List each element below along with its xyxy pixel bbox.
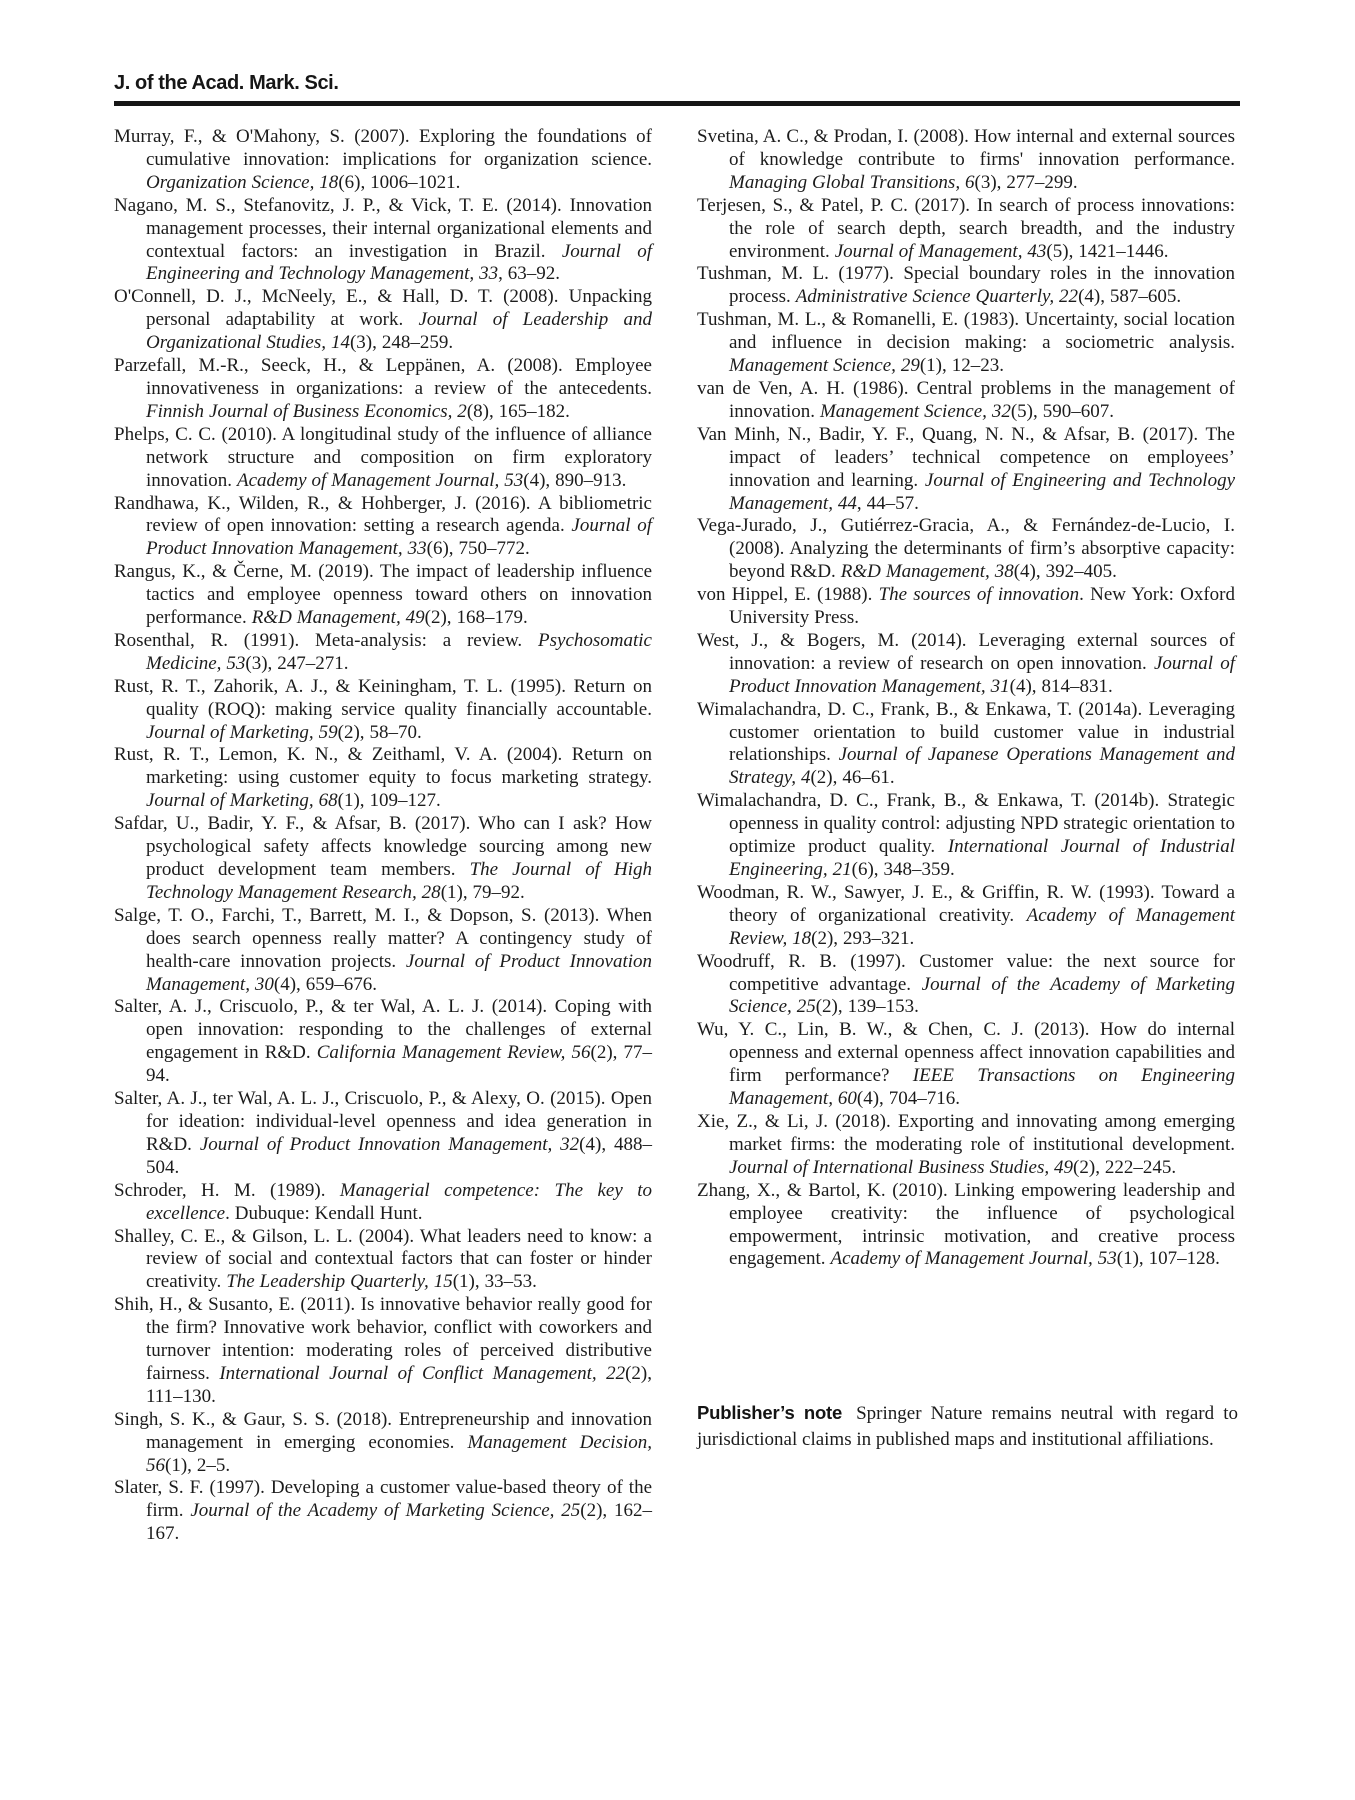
reference-source-italic: International Journal of Conflict Management, 22: [219, 1362, 626, 1384]
references-section: [114, 126, 1240, 1546]
reference-source-italic: Managing Global Transitions, 6: [729, 171, 975, 193]
reference-text: (1), 109–127.: [337, 790, 441, 812]
reference-entry: [697, 882, 1235, 951]
reference-entry: [114, 905, 652, 997]
reference-source-italic: Journal of Engineering and Technology Management, 33: [146, 240, 652, 285]
reference-entry: [114, 1226, 652, 1295]
reference-text: (1), 12–23.: [919, 355, 1004, 377]
reference-entry: [697, 699, 1235, 791]
reference-text: (4), 587–605.: [1078, 286, 1182, 308]
reference-text: Vega-Jurado, J., Gutiérrez-Gracia, A., & Fernández-de-Lucio, I. (2008). Analyzing the determinants of firm’s absorptive capacity: beyond R&D.: [697, 515, 1235, 583]
reference-source-italic: Journal of Leadership and Organizational Studies, 14: [146, 309, 652, 354]
references-left-column: [114, 126, 652, 1546]
reference-source-italic: Journal of Japanese Operations Management and Strategy, 4: [729, 744, 1235, 789]
publisher-note-label: Publisher’s note: [697, 1402, 843, 1423]
reference-entry: [114, 355, 652, 424]
reference-text: . New York: Oxford University Press.: [729, 584, 1236, 629]
references-right-column: [697, 126, 1235, 1546]
reference-source-italic: The Journal of High Technology Management Research, 28: [146, 859, 652, 903]
reference-text: (6), 750–772.: [426, 538, 530, 560]
reference-text: (4), 814–831.: [1009, 675, 1113, 697]
reference-text: (4), 659–676.: [273, 973, 378, 995]
reference-text: (1), 79–92.: [440, 881, 525, 903]
reference-source-italic: IEEE Transactions on Engineering Management, 60: [729, 1065, 1235, 1110]
reference-source-italic: Journal of Marketing, 68: [146, 790, 338, 812]
reference-entry: [114, 630, 652, 676]
reference-source-italic: Journal of the Academy of Marketing Science, 25: [729, 973, 1235, 1018]
reference-text: Shih, H., & Susanto, E. (2011). Is innovative behavior really good for the firm? Innovative work behavior, conflict with coworkers and turnover intention: moderating roles of perceived distributive fairness.: [114, 1294, 652, 1384]
reference-entry: [114, 424, 652, 493]
reference-text: Svetina, A. C., & Prodan, I. (2008). How internal and external sources of knowledge contribute to firms' innovation performance.: [697, 126, 1235, 170]
reference-text: (2), 162–167.: [146, 1500, 652, 1545]
reference-text: (4), 704–716.: [856, 1088, 961, 1110]
reference-entry: [114, 1477, 652, 1546]
reference-entry: [697, 195, 1235, 264]
reference-text: Woodman, R. W., Sawyer, J. E., & Griffin, R. W. (1993). Toward a theory of organizational creativity.: [697, 881, 1235, 926]
reference-text: Wu, Y. C., Lin, B. W., & Chen, C. J. (2013). How do internal openness and external openness affect innovation capabilities and firm performance?: [697, 1019, 1235, 1087]
reference-source-italic: Academy of Management Journal, 53: [236, 469, 524, 491]
reference-source-italic: Journal of the Academy of Marketing Science, 25: [190, 1500, 581, 1522]
reference-source-italic: Management Decision, 56: [146, 1431, 653, 1476]
reference-text: , 63–92.: [498, 263, 561, 285]
reference-text: (6), 348–359.: [851, 859, 955, 880]
reference-source-italic: Organization Science, 18: [146, 171, 339, 193]
reference-source-italic: Administrative Science Quarterly, 22: [795, 286, 1079, 308]
reference-entry: [697, 1111, 1235, 1180]
reference-text: Phelps, C. C. (2010). A longitudinal study of the influence of alliance network structure and composition on firm exploratory innovation.: [114, 423, 652, 491]
reference-text: O'Connell, D. J., McNeely, E., & Hall, D. T. (2008). Unpacking personal adaptability at work.: [114, 286, 652, 331]
reference-text: Schroder, H. M. (1989).: [114, 1179, 340, 1201]
reference-text: van de Ven, A. H. (1986). Central problems in the management of innovation.: [697, 377, 1235, 422]
reference-entry: [114, 1180, 652, 1226]
reference-text: von Hippel, E. (1988).: [697, 584, 879, 606]
reference-entry: [114, 1088, 652, 1180]
reference-text: Xie, Z., & Li, J. (2018). Exporting and innovating among emerging market firms: the moderating role of institutional development.: [697, 1110, 1235, 1155]
reference-text: . Dubuque: Kendall Hunt.: [225, 1202, 423, 1224]
reference-entry: [697, 1019, 1235, 1111]
reference-entry: [114, 1294, 652, 1409]
reference-entry: [697, 951, 1235, 1020]
reference-text: (1), 33–53.: [452, 1271, 537, 1293]
reference-source-italic: Journal of Product Innovation Management, 32: [199, 1133, 580, 1155]
reference-source-italic: Journal of Product Innovation Management, 31: [729, 652, 1235, 697]
reference-entry: [697, 515, 1235, 584]
reference-source-italic: Journal of Management, 43: [834, 240, 1047, 262]
reference-text: Woodruff, R. B. (1997). Customer value: the next source for competitive advantage.: [697, 950, 1235, 995]
reference-entry: [697, 309, 1235, 378]
reference-entry: [114, 493, 652, 562]
reference-text: Van Minh, N., Badir, Y. F., Quang, N. N., & Afsar, B. (2017). The impact of leaders’ technical competence on employees’ innovation and learning.: [697, 423, 1235, 491]
publisher-note: [697, 1400, 1238, 1453]
reference-text: Salter, A. J., ter Wal, A. L. J., Criscuolo, P., & Alexy, O. (2015). Open for ideation: individual-level openness and idea generation in R&D.: [114, 1088, 652, 1155]
reference-entry: [114, 126, 652, 195]
reference-text: (2), 222–245.: [1073, 1156, 1177, 1178]
reference-text: (2), 77–94.: [146, 1042, 652, 1087]
publisher-note-text: Springer Nature remains neutral with regard to jurisdictional claims in published maps and institutional affiliations.: [697, 1403, 1239, 1450]
reference-text: (2), 139–153.: [815, 996, 919, 1018]
reference-text: Rosenthal, R. (1991). Meta-analysis: a review.: [114, 629, 539, 651]
reference-text: Salge, T. O., Farchi, T., Barrett, M. I., & Dopson, S. (2013). When does search openness really matter? A contingency study of health-care innovation projects.: [114, 904, 652, 972]
reference-entry: [114, 286, 652, 355]
reference-source-italic: Journal of Marketing, 59: [146, 721, 338, 743]
reference-entry: [114, 996, 652, 1088]
reference-entry: [114, 744, 652, 813]
reference-text: Murray, F., & O'Mahony, S. (2007). Exploring the foundations of cumulative innovation: implications for organization science.: [114, 126, 652, 170]
reference-source-italic: R&D Management, 38: [840, 561, 1014, 583]
reference-text: (4), 488–504.: [146, 1133, 653, 1178]
reference-text: (8), 165–182.: [466, 400, 570, 422]
reference-entry: [697, 630, 1235, 699]
reference-entry: [697, 263, 1235, 309]
reference-source-italic: Academy of Management Review, 18: [729, 904, 1236, 949]
reference-text: (3), 247–271.: [245, 652, 349, 674]
reference-text: Parzefall, M.-R., Seeck, H., & Leppänen, A. (2008). Employee innovativeness in organizations: a review of the antecedents.: [114, 355, 652, 399]
reference-text: (5), 590–607.: [1010, 400, 1114, 422]
reference-source-italic: Journal of Product Innovation Management, 30: [146, 950, 652, 995]
reference-source-italic: Management Science, 29: [729, 355, 920, 377]
reference-source-italic: Journal of International Business Studies, 49: [729, 1156, 1074, 1178]
reference-entry: [697, 1180, 1235, 1272]
reference-source-italic: Managerial competence: The key to excellence: [146, 1179, 652, 1224]
reference-text: Terjesen, S., & Patel, P. C. (2017). In search of process innovations: the role of search depth, search breadth, and the industry environment.: [697, 194, 1235, 262]
reference-text: Tushman, M. L. (1977). Special boundary roles in the innovation process.: [697, 263, 1235, 308]
reference-text: (4), 392–405.: [1013, 561, 1117, 583]
reference-source-italic: Journal of Engineering and Technology Management, 44: [729, 469, 1235, 514]
reference-source-italic: Journal of Product Innovation Management, 33: [146, 515, 652, 560]
reference-text: Rust, R. T., Zahorik, A. J., & Keiningham, T. L. (1995). Return on quality (ROQ): making service quality financially accountable.: [114, 675, 652, 720]
reference-source-italic: The sources of innovation: [878, 584, 1080, 606]
reference-text: (6), 1006–1021.: [338, 171, 461, 193]
reference-source-italic: Management Science, 32: [819, 400, 1011, 422]
reference-text: Rust, R. T., Lemon, K. N., & Zeithaml, V. A. (2004). Return on marketing: using customer equity to focus marketing strategy.: [114, 744, 652, 789]
reference-text: Salter, A. J., Criscuolo, P., & ter Wal, A. L. J. (2014). Coping with open innovation: responding to the challenges of external engagement in R&D.: [114, 996, 652, 1064]
reference-text: Randhawa, K., Wilden, R., & Hohberger, J. (2016). A bibliometric review of open innovation: setting a research agenda.: [114, 492, 652, 537]
reference-source-italic: Finnish Journal of Business Economics, 2: [146, 400, 467, 422]
reference-text: (2), 111–130.: [146, 1362, 652, 1407]
reference-text: Zhang, X., & Bartol, K. (2010). Linking empowering leadership and employee creativity: the influence of psychological empowerment, intrinsic motivation, and creative process engagement.: [697, 1179, 1235, 1270]
reference-text: Safdar, U., Badir, Y. F., & Afsar, B. (2017). Who can I ask? How psychological safety affects knowledge sourcing among new product development team members.: [114, 813, 652, 880]
reference-text: Shalley, C. E., & Gilson, L. L. (2004). What leaders need to know: a review of social and contextual factors that can foster or hinder creativity.: [114, 1225, 652, 1293]
reference-entry: [114, 195, 652, 287]
reference-entry: [114, 813, 652, 905]
reference-entry: [114, 676, 652, 745]
reference-text: (2), 293–321.: [811, 927, 915, 949]
reference-entry: [697, 584, 1235, 630]
reference-text: Singh, S. K., & Gaur, S. S. (2018). Entrepreneurship and innovation management in emerging economies.: [114, 1408, 652, 1453]
reference-text: Slater, S. F. (1997). Developing a customer value-based theory of the firm.: [114, 1477, 652, 1522]
reference-source-italic: Academy of Management Journal, 53: [830, 1248, 1117, 1270]
reference-text: Rangus, K., & Černe, M. (2019). The impact of leadership influence tactics and employee openness toward others on innovation performance.: [114, 561, 652, 629]
reference-text: (4), 890–913.: [523, 469, 627, 491]
reference-text: (1), 107–128.: [1116, 1248, 1220, 1270]
reference-entry: [697, 790, 1235, 882]
reference-entry: [114, 561, 652, 630]
running-head: J. of the Acad. Mark. Sci.: [114, 72, 339, 94]
reference-source-italic: Psychosomatic Medicine, 53: [146, 629, 652, 674]
reference-entry: [697, 126, 1235, 195]
reference-source-italic: R&D Management, 49: [251, 607, 425, 629]
reference-source-italic: International Journal of Industrial Engineering, 21: [729, 836, 1235, 880]
reference-text: , 44–57.: [856, 492, 919, 514]
reference-text: Nagano, M. S., Stefanovitz, J. P., & Vick, T. E. (2014). Innovation management processes, their internal organizational elements and contextual factors: an investigation in Brazil.: [114, 194, 652, 262]
reference-text: Wimalachandra, D. C., Frank, B., & Enkawa, T. (2014b). Strategic openness in quality control: adjusting NPD strategic orientation to optimize product quality.: [697, 790, 1235, 858]
reference-text: (3), 248–259.: [349, 332, 454, 354]
reference-text: West, J., & Bogers, M. (2014). Leveraging external sources of innovation: a review of research on open innovation.: [697, 629, 1235, 674]
reference-text: (2), 168–179.: [424, 607, 528, 629]
reference-text: (3), 277–299.: [974, 171, 1078, 193]
reference-text: Tushman, M. L., & Romanelli, E. (1983). Uncertainty, social location and influence in decision making: a sociometric analysis.: [697, 309, 1235, 354]
reference-source-italic: California Management Review, 56: [316, 1042, 591, 1064]
reference-text: (1), 2–5.: [165, 1454, 231, 1476]
reference-entry: [697, 378, 1235, 424]
reference-text: (5), 1421–1446.: [1046, 240, 1169, 262]
reference-entry: [114, 1409, 652, 1478]
reference-text: Wimalachandra, D. C., Frank, B., & Enkawa, T. (2014a). Leveraging customer orientation to build customer value in industrial relationships.: [697, 698, 1235, 766]
reference-text: (2), 58–70.: [337, 721, 422, 743]
reference-entry: [697, 424, 1235, 516]
header-rule: [114, 101, 1240, 106]
reference-text: (2), 46–61.: [810, 767, 895, 789]
reference-source-italic: The Leadership Quarterly, 15: [226, 1271, 453, 1293]
